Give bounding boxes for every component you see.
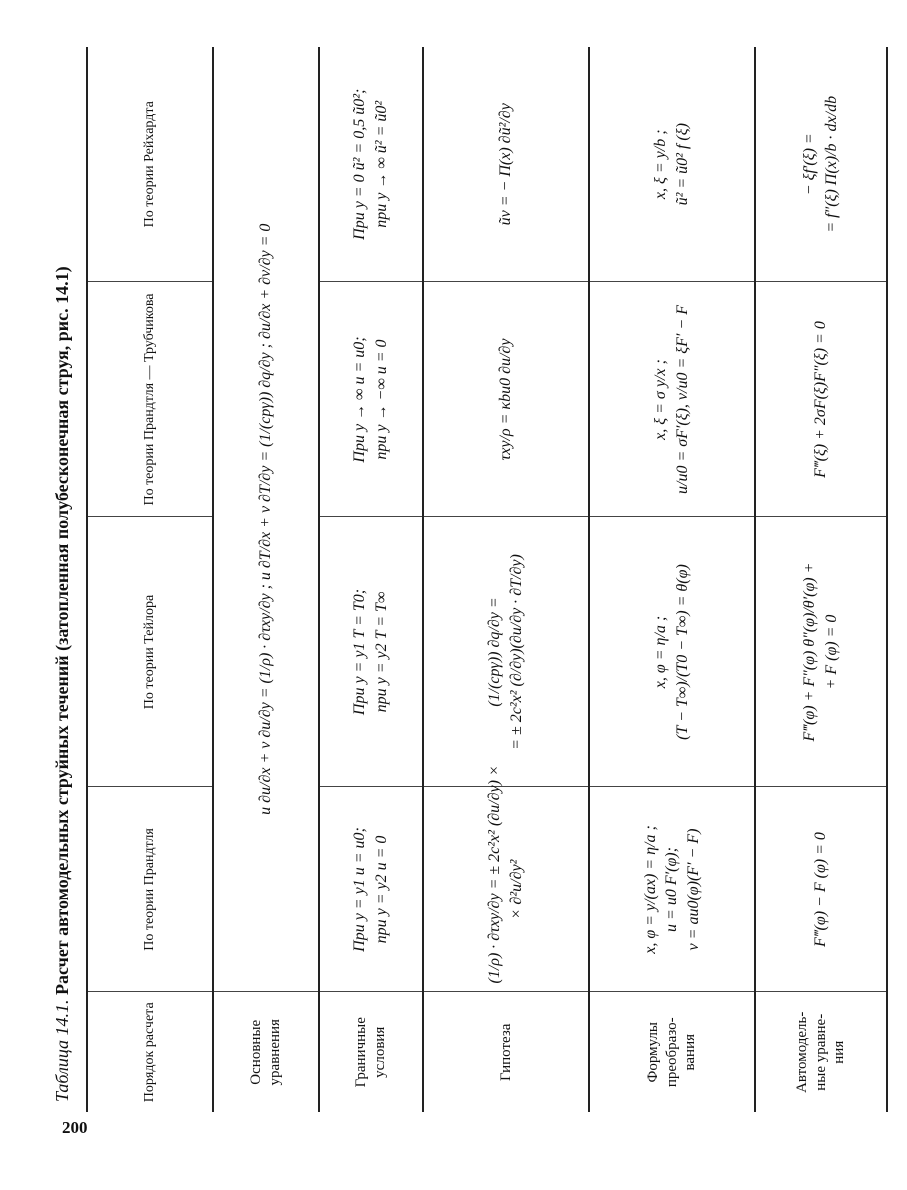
table-row [423,47,589,1112]
cell-line: × ∂²u/∂y² [508,859,525,920]
caption-title: Расчет автомодельных струйных течений (затопленная полубесконечная струя, рис. 14.1) [52,266,72,995]
cell-line: = ± 2c²x² (∂/∂y)(∂u/∂y · ∂T/∂y) [508,554,525,750]
table-cell [423,765,589,992]
cell-line: τxy/ρ = κbu0 ∂u/∂y [497,338,515,461]
table-row [755,47,887,1112]
cell-line: при y = y2 u = 0 [373,835,390,944]
header-order: Порядок расчета [87,992,213,1112]
cell-line: − ξf′(ξ) = [801,133,819,196]
cell-line: При y = 0 ũ² = 0,5 ũ0²; [351,88,369,240]
table-cell [755,282,887,517]
cell-line: x, ξ = y/b ; [652,129,670,200]
header-prandtl-trubchikov: По теории Прандтля — Трубчикова [87,282,213,517]
table-caption [52,42,82,1102]
cell-line: u = u0 F′(φ); [663,847,681,932]
table-cell [423,47,589,282]
cell-line: = f″(ξ) Π(x)/b · dx/db [823,95,840,233]
cell-line: При y = y1 u = u0; [351,827,369,952]
header-prandtl: По теории Прандтля [87,787,213,992]
table-cell [589,787,755,992]
cell-line: v = au0(φ)(F′ − F) [684,828,702,951]
cell-line: x, φ = y/(ax) = η/a ; [641,825,659,954]
row-label: Гипотеза [423,992,589,1112]
cell-line: при y → −∞ u = 0 [373,339,390,460]
cell-line: при y → ∞ ũ² = ũ0² [373,100,390,228]
table-cell [589,517,755,787]
table-cell [319,47,423,282]
table-cell [755,517,887,787]
table-cell [319,517,423,787]
row-label: Автомодель- ные уравне- ния [755,992,887,1112]
table-row [319,47,423,1112]
row-label: Граничные условия [319,992,423,1112]
header-taylor: По теории Тейлора [87,517,213,787]
table-cell [423,282,589,517]
cell-line: (T − T∞)/(T0 − T∞) = θ(φ) [674,564,691,740]
governing-equations: u ∂u/∂x + v ∂u/∂y = (1/ρ) · ∂τxy/∂y ; u ∂T/∂x + v ∂T/∂y = (1/(cpγ)) ∂q/∂y ; ∂u/∂x + ∂v/∂y = 0 [213,47,319,992]
table-row [589,47,755,1112]
table-cell [755,787,887,992]
caption-label: Таблица 14.1. [52,999,72,1102]
table-cell [589,282,755,517]
table-cell [319,282,423,517]
cell-line: + F (φ) = 0 [823,614,840,690]
table-cell [423,517,589,787]
cell-line: ũv = − Π(x) ∂ũ²/∂y [497,103,515,226]
cell-line: u/u0 = σF′(ξ), v/u0 = ξF′ − F [674,305,691,494]
rotated-page [48,42,848,1112]
cell-line: x, ξ = σ y/x ; [652,359,670,440]
cell-line: (1/ρ) · ∂τxy/∂y = ± 2c²x² (∂u/∂y) × [486,765,504,984]
cell-line: (1/(cpγ)) ∂q/∂y = [486,597,504,707]
table-cell [755,47,887,282]
cell-line: x, φ = η/a ; [652,615,670,689]
cell-line: F‴(φ) − F (φ) = 0 [812,832,830,947]
table-cell [589,47,755,282]
header-row [87,47,213,1112]
cell-line: при y = y2 T = T∞ [373,591,390,713]
table-row [213,47,319,1112]
cell-line: ũ² = ũ0² f (ξ) [674,123,691,206]
results-table [86,47,888,1112]
cell-line: При y = y1 T = T0; [351,588,369,716]
cell-line: При y → ∞ u = u0; [351,336,369,463]
table-cell [319,787,423,992]
cell-line: F‴(ξ) + 2σF(ξ)F″(ξ) = 0 [812,321,830,478]
row-label: Основные уравнения [213,992,319,1112]
row-label: Формулы преобразо- вания [589,992,755,1112]
page-number: 200 [62,1118,88,1137]
header-reichardt: По теории Рейхардта [87,47,213,282]
cell-line: F‴(φ) + F″(φ) θ″(φ)/θ′(φ) + [801,562,819,742]
